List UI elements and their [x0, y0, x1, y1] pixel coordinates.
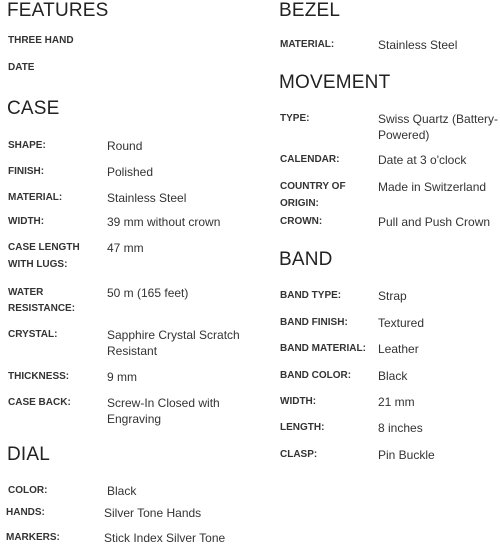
case-finish-value: Polished — [107, 165, 154, 179]
case-back-value-line1: Screw-In Closed with — [107, 396, 220, 410]
band-finish-label: BAND FINISH: — [280, 317, 348, 328]
calendar-label: CALENDAR: — [280, 154, 340, 165]
case-material-value: Stainless Steel — [107, 191, 187, 205]
dial-heading: DIAL — [7, 444, 51, 465]
case-length-label-line1: CASE LENGTH — [8, 242, 80, 253]
features-heading: FEATURES — [7, 0, 109, 21]
case-shape-value: Round — [107, 139, 143, 153]
movement-type-label: TYPE: — [280, 113, 310, 124]
origin-value: Made in Switzerland — [378, 180, 487, 194]
bezel-material-label: MATERIAL: — [280, 39, 335, 50]
band-width-label: WIDTH: — [280, 396, 317, 407]
dial-color-value: Black — [107, 484, 137, 498]
band-material-value: Leather — [378, 342, 419, 356]
crown-label: CROWN: — [280, 216, 323, 227]
movement-type-value-line2: Powered) — [378, 128, 430, 142]
clasp-label: CLASP: — [280, 449, 318, 460]
clasp-value: Pin Buckle — [378, 448, 435, 462]
water-resistance-value: 50 m (165 feet) — [107, 286, 189, 300]
band-material-label: BAND MATERIAL: — [280, 343, 366, 354]
case-back-value-line2: Engraving — [107, 412, 162, 426]
band-width-value: 21 mm — [378, 395, 415, 409]
crystal-label: CRYSTAL: — [8, 329, 58, 340]
case-length-value: 47 mm — [107, 241, 144, 255]
dial-hands-label: HANDS: — [6, 507, 45, 518]
movement-heading: MOVEMENT — [279, 72, 391, 93]
dial-color-label: COLOR: — [8, 485, 48, 496]
case-shape-label: SHAPE: — [8, 140, 46, 151]
band-finish-value: Textured — [378, 316, 425, 330]
case-finish-label: FINISH: — [8, 166, 45, 177]
crown-value: Pull and Push Crown — [378, 215, 491, 229]
crystal-value-line2: Resistant — [107, 344, 158, 358]
case-back-label: CASE BACK: — [8, 397, 71, 408]
case-material-label: MATERIAL: — [8, 192, 63, 203]
thickness-label: THICKNESS: — [8, 371, 70, 382]
feature-item-date: DATE — [8, 62, 35, 73]
band-type-label: BAND TYPE: — [280, 290, 342, 301]
bezel-heading: BEZEL — [279, 0, 341, 21]
band-color-value: Black — [378, 369, 408, 383]
band-type-value: Strap — [378, 289, 407, 303]
water-resistance-label-line2: RESISTANCE: — [8, 303, 76, 314]
case-heading: CASE — [7, 98, 60, 119]
case-length-label-line2: WITH LUGS: — [8, 259, 68, 270]
water-resistance-label-line1: WATER — [8, 287, 44, 298]
band-length-value: 8 inches — [378, 421, 423, 435]
feature-item-three-hand: THREE HAND — [8, 35, 74, 46]
origin-label-line1: COUNTRY OF — [280, 181, 346, 192]
dial-hands-value: Silver Tone Hands — [104, 506, 202, 520]
band-heading: BAND — [279, 249, 333, 270]
band-color-label: BAND COLOR: — [280, 370, 352, 381]
dial-markers-label: MARKERS: — [6, 532, 60, 543]
case-width-label: WIDTH: — [8, 216, 45, 227]
bezel-material-value: Stainless Steel — [378, 38, 458, 52]
movement-type-value-line1: Swiss Quartz (Battery- — [378, 112, 499, 126]
dial-markers-value: Stick Index Silver Tone — [104, 531, 226, 545]
thickness-value: 9 mm — [107, 370, 137, 384]
origin-label-line2: ORIGIN: — [280, 198, 319, 209]
band-length-label: LENGTH: — [280, 422, 325, 433]
calendar-value: Date at 3 o'clock — [378, 153, 467, 167]
crystal-value-line1: Sapphire Crystal Scratch — [107, 328, 240, 342]
case-width-value: 39 mm without crown — [107, 215, 221, 229]
